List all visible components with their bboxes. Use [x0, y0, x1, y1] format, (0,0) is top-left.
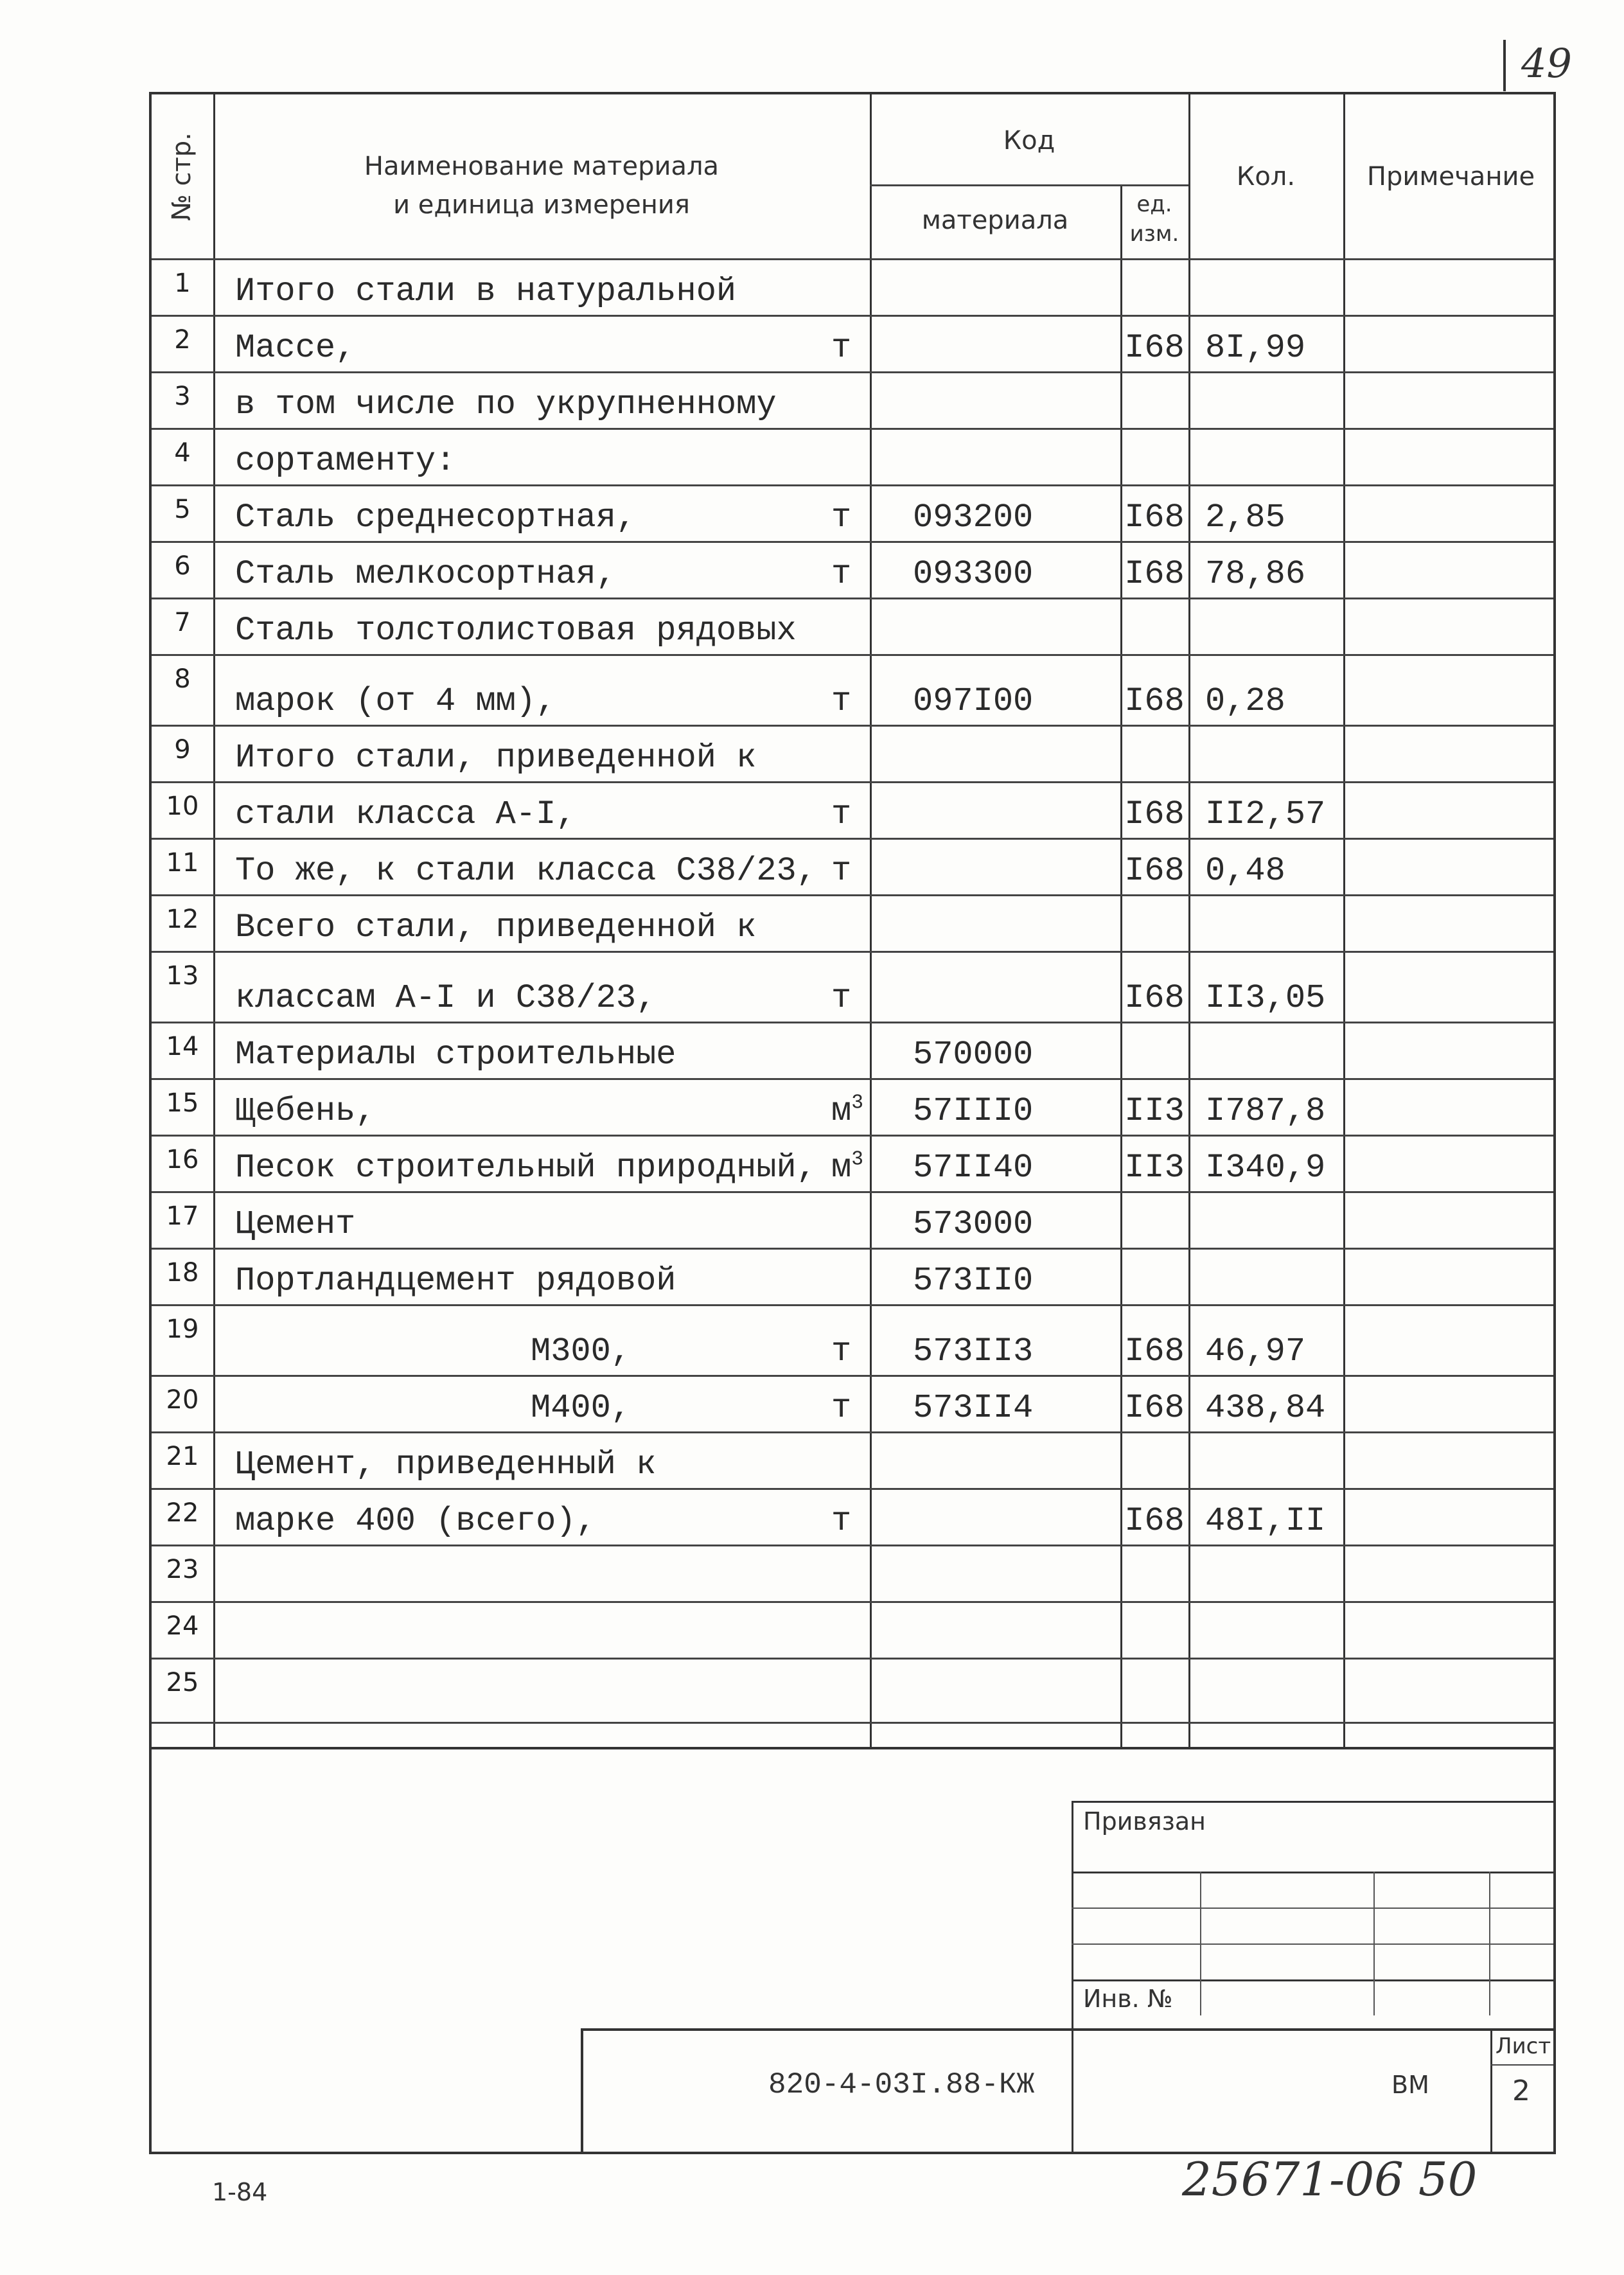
row-name: То же, к стали класса С38/23, [235, 852, 816, 890]
row-divider [152, 894, 1553, 896]
row-unit-sign: т [831, 795, 852, 833]
row-quantity: 78,86 [1205, 555, 1306, 593]
row-divider [152, 484, 1553, 486]
row-divider [152, 725, 1553, 727]
row-number: 20 [166, 1385, 199, 1415]
row-divider [152, 371, 1553, 373]
row-quantity: 0,48 [1205, 852, 1285, 890]
row-material-code: 57II40 [913, 1149, 1034, 1187]
sheet-number: 2 [1512, 2075, 1530, 2107]
row-unit-code: I68 [1124, 852, 1185, 890]
row-number: 14 [166, 1032, 199, 1061]
row-number: 22 [166, 1498, 199, 1528]
row-name: Сталь мелкосортная, [235, 555, 616, 593]
row-name: Сталь толстолистовая рядовых [235, 612, 797, 650]
row-number: 12 [166, 905, 199, 934]
row-number: 11 [166, 848, 199, 878]
row-divider [152, 838, 1553, 840]
row-divider [152, 1375, 1553, 1377]
row-number: 9 [174, 735, 191, 765]
header-unit-line2: изм. [1129, 221, 1179, 247]
row-material-code: 570000 [913, 1036, 1034, 1074]
row-unit-sign: т [831, 1332, 852, 1370]
row-number: 3 [174, 382, 191, 411]
row-unit-sign: $м^3$ [831, 1148, 863, 1187]
row-divider [152, 1135, 1553, 1137]
row-material-code: 093300 [913, 555, 1034, 593]
page-number: 49 [1521, 40, 1572, 87]
row-number: 7 [174, 608, 191, 637]
row-number: 23 [166, 1555, 199, 1584]
row-number: 2 [174, 325, 191, 355]
row-unit-sign: т [831, 499, 852, 536]
row-quantity: 438,84 [1205, 1389, 1326, 1427]
row-divider [152, 1601, 1553, 1603]
row-number: 15 [166, 1088, 199, 1118]
document-code: 820-4-03I.88-КЖ [768, 2068, 1035, 2102]
row-divider [152, 1431, 1553, 1433]
row-name: марок (от 4 мм), [235, 682, 556, 720]
row-divider [152, 315, 1553, 317]
row-divider [152, 428, 1553, 430]
row-number: 18 [166, 1258, 199, 1288]
row-number: 13 [166, 961, 199, 991]
col-divider-unit [1188, 94, 1190, 1747]
row-unit-code: I68 [1124, 555, 1185, 593]
row-unit-code: II3 [1124, 1149, 1185, 1187]
row-quantity: 48I,II [1205, 1502, 1326, 1540]
row-number: 24 [166, 1611, 199, 1641]
row-name: Итого стали в натуральной [235, 272, 737, 310]
col-divider-name [870, 94, 872, 1747]
header-qty: Кол. [1236, 162, 1296, 191]
row-unit-sign: т [831, 1389, 852, 1427]
row-name: М400, [531, 1389, 631, 1427]
row-material-code: 573II0 [913, 1262, 1034, 1300]
col-divider-no [213, 94, 215, 1747]
row-quantity: 8I,99 [1205, 329, 1306, 367]
row-divider [152, 951, 1553, 953]
row-quantity: I340,9 [1205, 1149, 1326, 1187]
row-unit-code: I68 [1124, 1332, 1185, 1370]
row-unit-sign: $м^3$ [831, 1092, 863, 1130]
row-divider [152, 1078, 1553, 1080]
row-unit-superscript: 3 [851, 1148, 863, 1171]
row-unit-sign: т [831, 682, 852, 720]
row-divider [152, 1248, 1553, 1250]
row-number: 17 [166, 1201, 199, 1231]
header-unit-line1: ед. [1136, 191, 1172, 217]
row-number: 1 [174, 269, 191, 298]
bound-label: Привязан [1083, 1807, 1206, 1836]
row-unit-sign: т [831, 852, 852, 890]
row-divider [152, 1488, 1553, 1490]
header-bottom-line [152, 258, 1553, 260]
row-unit-code: II3 [1124, 1092, 1185, 1130]
row-name: Сталь среднесортная, [235, 499, 637, 536]
row-material-code: 093200 [913, 499, 1034, 536]
row-name: Песок строительный природный, [235, 1149, 816, 1187]
row-quantity: I787,8 [1205, 1092, 1326, 1130]
row-quantity: 0,28 [1205, 682, 1285, 720]
row-material-code: 097I00 [913, 682, 1034, 720]
title-block [149, 1749, 1556, 2154]
row-unit-code: I68 [1124, 499, 1185, 536]
row-material-code: 573II4 [913, 1389, 1034, 1427]
footer-code-left: 1-84 [212, 2178, 268, 2206]
row-number: 4 [174, 438, 191, 468]
sheet-label: Лист [1496, 2033, 1551, 2059]
row-unit-code: I68 [1124, 1502, 1185, 1540]
row-number: 10 [166, 792, 199, 821]
row-divider [152, 598, 1553, 599]
row-name: Цемент [235, 1205, 356, 1243]
footer-code-right: 25671-06 50 [1182, 2152, 1478, 2206]
document-mark: ВМ [1391, 2071, 1429, 2099]
row-divider [152, 1191, 1553, 1193]
row-number: 16 [166, 1145, 199, 1174]
header-name-line2: и единица измерения [393, 190, 690, 220]
row-material-code: 57III0 [913, 1092, 1034, 1130]
row-divider [152, 1722, 1553, 1724]
row-quantity: 2,85 [1205, 499, 1285, 536]
header-name-line1: Наименование материала [364, 152, 719, 181]
row-quantity: 46,97 [1205, 1332, 1306, 1370]
row-divider [152, 1304, 1553, 1306]
col-divider-qty [1343, 94, 1345, 1747]
row-divider [152, 1658, 1553, 1660]
header-no: № стр. [167, 132, 197, 221]
header-material: материала [921, 206, 1069, 235]
row-number: 8 [174, 664, 191, 694]
row-name: Портландцемент рядовой [235, 1262, 676, 1300]
header-note: Примечание [1366, 162, 1535, 191]
row-name: Массе, [235, 329, 356, 367]
row-number: 5 [174, 495, 191, 524]
page-number-bar [1503, 40, 1506, 91]
row-divider [152, 541, 1553, 543]
row-name: Всего стали, приведенной к [235, 908, 757, 946]
header-code: Код [1003, 126, 1055, 155]
row-name: Щебень, [235, 1092, 376, 1130]
row-name: сортаменту: [235, 442, 456, 480]
row-name: Цемент, приведенный к [235, 1446, 657, 1483]
row-number: 6 [174, 551, 191, 581]
row-name: классам А-I и С38/23, [235, 979, 657, 1017]
row-unit-sign: т [831, 979, 852, 1017]
materials-table [149, 92, 1556, 1749]
row-number: 25 [166, 1668, 199, 1697]
row-material-code: 573II3 [913, 1332, 1034, 1370]
row-name: Итого стали, приведенной к [235, 739, 757, 777]
row-unit-code: I68 [1124, 795, 1185, 833]
row-quantity: II3,05 [1205, 979, 1326, 1017]
row-name: в том числе по укрупненному [235, 385, 777, 423]
row-name: М300, [531, 1332, 631, 1370]
row-unit-code: I68 [1124, 682, 1185, 720]
row-name: Материалы строительные [235, 1036, 676, 1074]
row-unit-code: I68 [1124, 979, 1185, 1017]
row-unit-superscript: 3 [851, 1092, 863, 1115]
row-unit-sign: т [831, 555, 852, 593]
row-number: 21 [166, 1442, 199, 1471]
row-divider [152, 654, 1553, 656]
inventory-label: Инв. № [1083, 1985, 1173, 2013]
row-unit-sign: т [831, 1502, 852, 1540]
row-unit-code: I68 [1124, 1389, 1185, 1427]
row-name: марке 400 (всего), [235, 1502, 596, 1540]
row-divider [152, 781, 1553, 783]
row-name: стали класса А-I, [235, 795, 576, 833]
row-unit-sign: т [831, 329, 852, 367]
row-unit-code: I68 [1124, 329, 1185, 367]
row-divider [152, 1022, 1553, 1023]
row-divider [152, 1545, 1553, 1546]
row-quantity: II2,57 [1205, 795, 1326, 833]
header-sub-line [870, 184, 1188, 186]
row-number: 19 [166, 1315, 199, 1344]
row-material-code: 573000 [913, 1205, 1034, 1243]
